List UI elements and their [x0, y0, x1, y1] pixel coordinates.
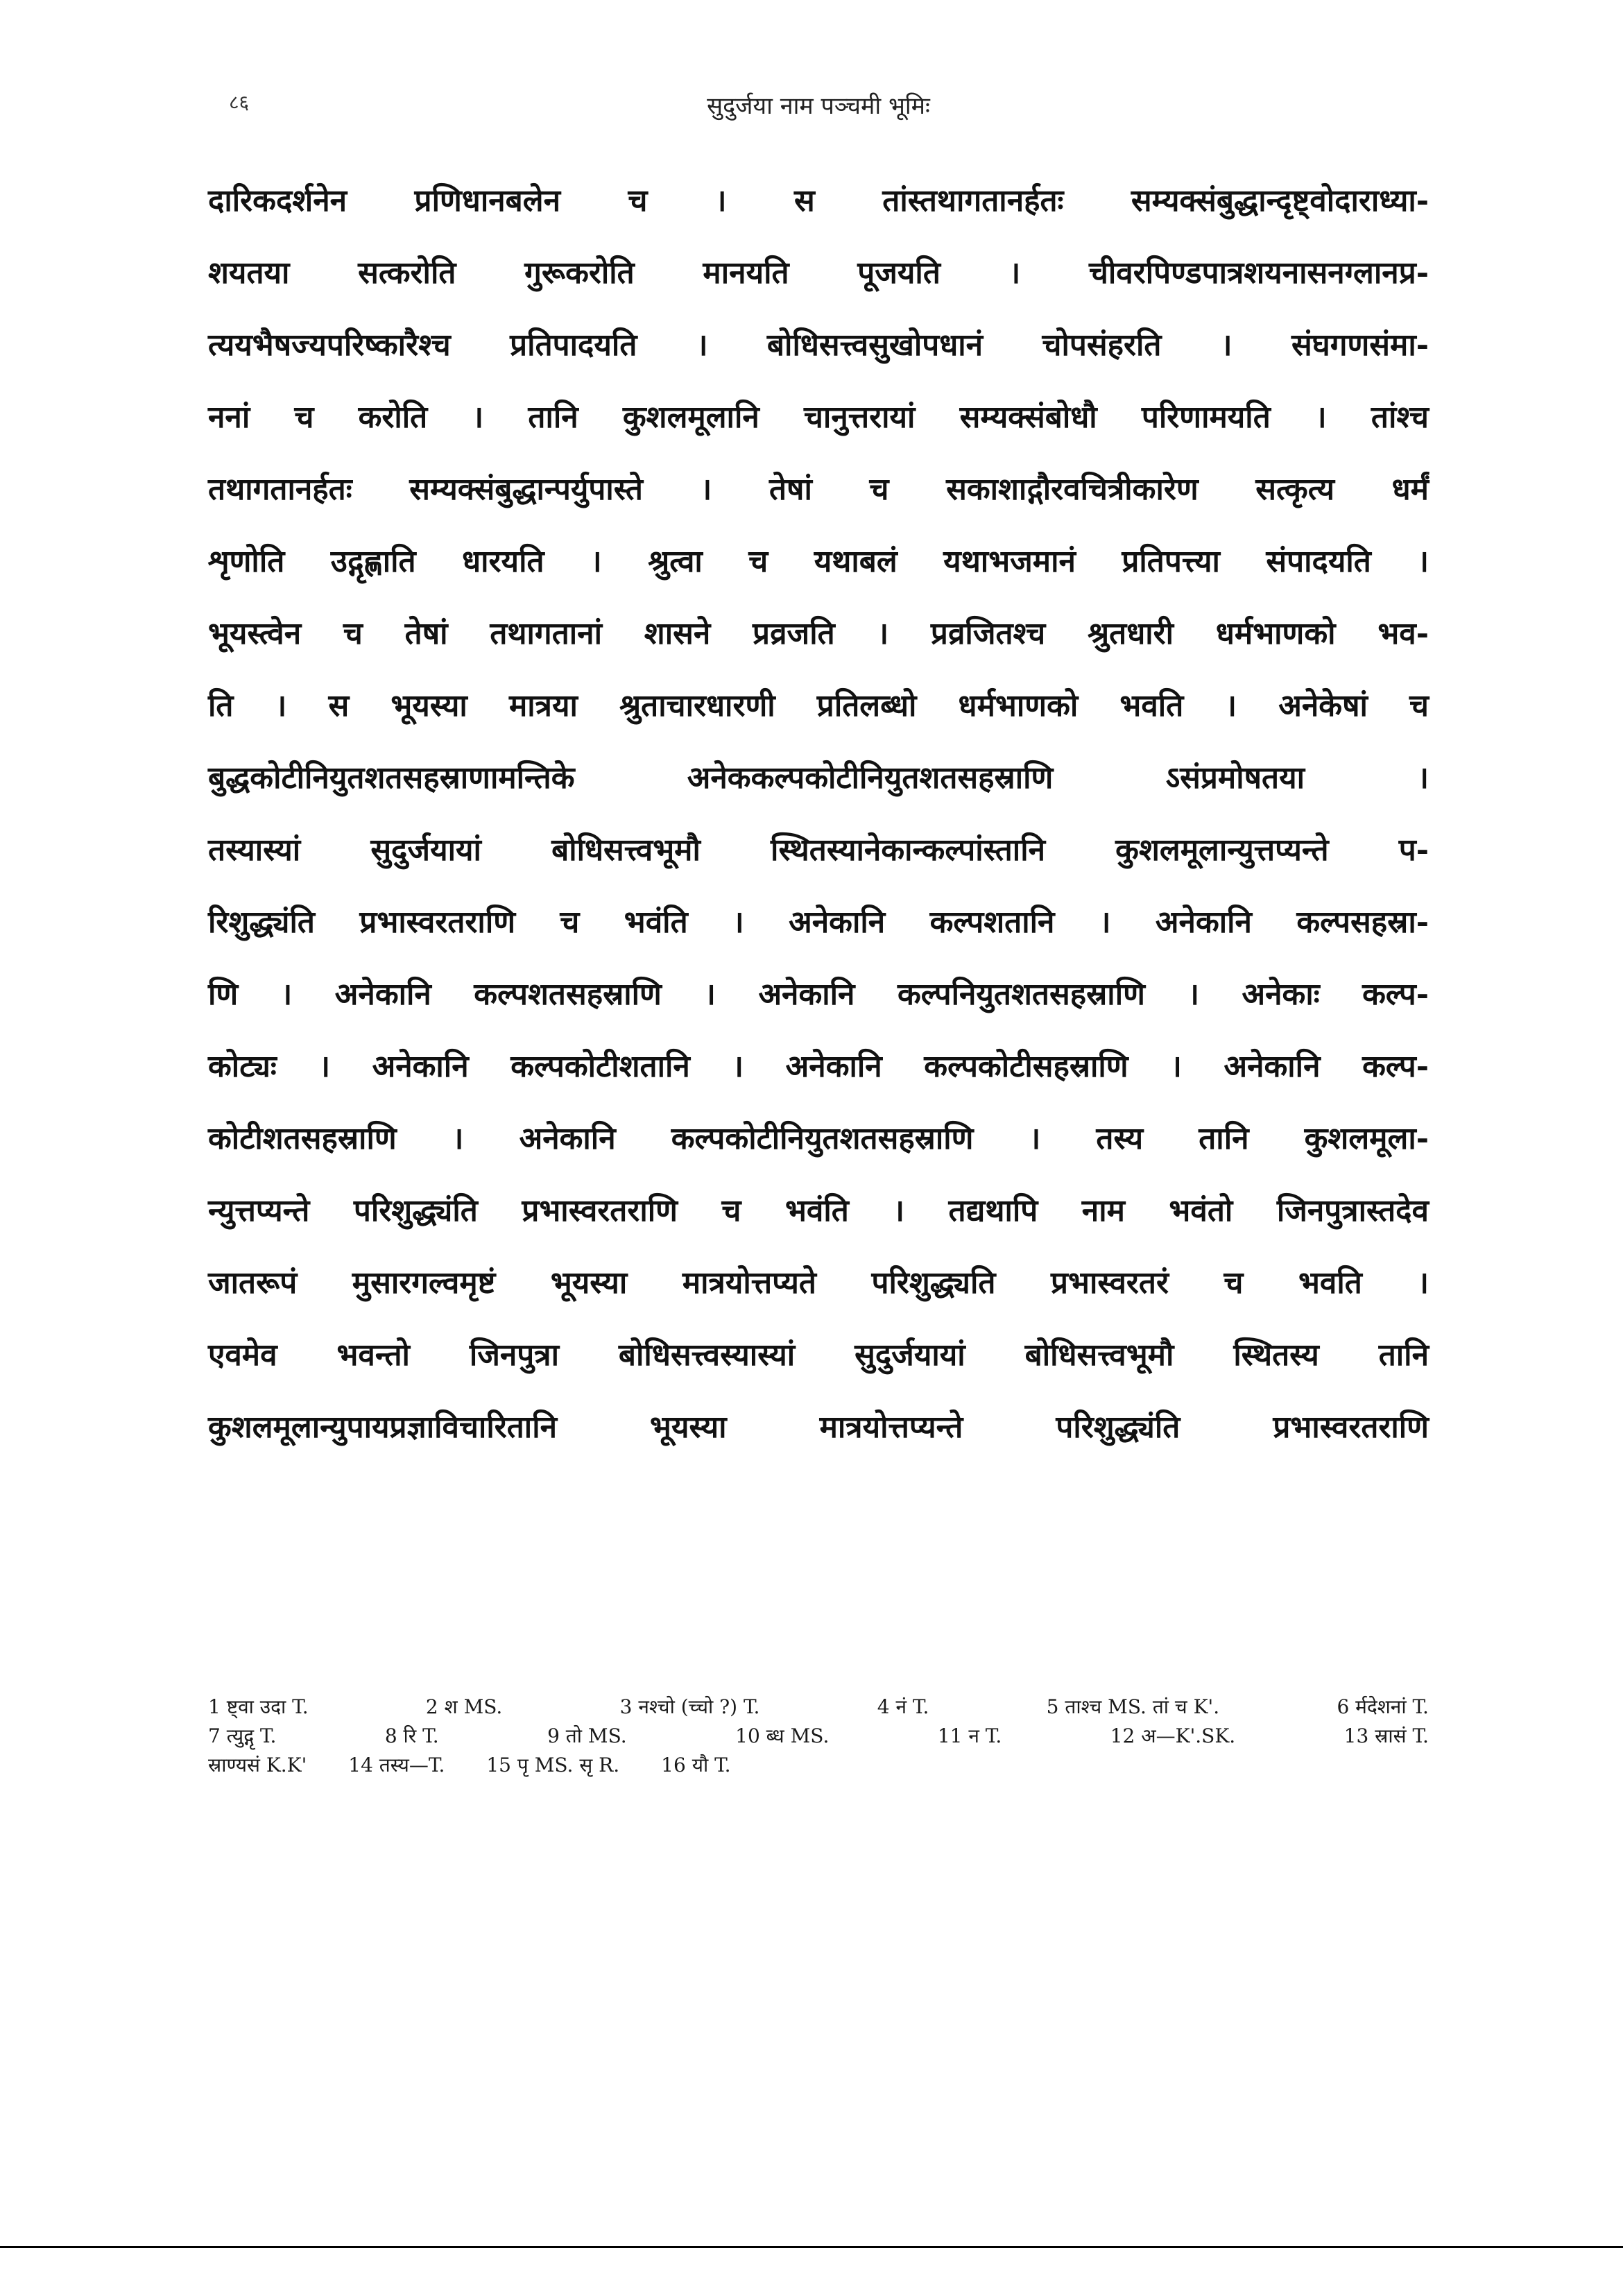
footnote: 7 त्युद्गृ T.	[208, 1724, 277, 1747]
footnote: 4 नं T.	[877, 1695, 929, 1718]
footnote-row	[208, 1722, 1429, 1751]
footnotes	[208, 1693, 1429, 1780]
footnote: 10 ब्ध MS.	[735, 1724, 830, 1747]
text-line: जातरूपं मुसारगल्वमृष्टं भूयस्या मात्रयोत्तप्यते परिशुद्ध्यति प्रभास्वरतरं च भवति ।	[208, 1265, 1429, 1301]
text-line: दारिकदर्शनेन प्रणिधानबलेन च । स तांस्तथागतानर्हतः सम्यक्संबुद्धान्दृष्ट्वोदाराध्या-	[208, 183, 1429, 219]
footnote: 11 न T.	[937, 1724, 1002, 1747]
text-line: ननां च करोति । तानि कुशलमूलानि चानुत्तरायां सम्यक्संबोधौ परिणामयति । तांश्च	[208, 400, 1429, 435]
text-line: कोटीशतसहस्राणि । अनेकानि कल्पकोटीनियुतशतसहस्राणि । तस्य तानि कुशलमूला-	[208, 1121, 1429, 1156]
text-line: कुशलमूलान्युपायप्रज्ञाविचारितानि भूयस्या मात्रयोत्तप्यन्ते परिशुद्ध्यंति प्रभास्वरतराणि	[208, 1410, 1429, 1445]
text-line: न्युत्तप्यन्ते परिशुद्ध्यंति प्रभास्वरतराणि च भवंति । तद्यथापि नाम भवंतो जिनपुत्रास्तदेव	[208, 1193, 1429, 1228]
text-line: त्ययभैषज्यपरिष्कारैश्च प्रतिपादयति । बोधिसत्त्वसुखोपधानं चोपसंहरति । संघगणसंमा-	[208, 327, 1429, 363]
footnote-row	[208, 1751, 1429, 1780]
text-line: रिशुद्ध्यंति प्रभास्वरतराणि च भवंति । अनेकानि कल्पशतानि । अनेकानि कल्पसहस्रा-	[208, 905, 1429, 940]
text-line: तथागतानर्हतः सम्यक्संबुद्धान्पर्युपास्ते । तेषां च सकाशाद्गौरवचित्रीकारेण सत्कृत्य धर्मं	[208, 472, 1429, 507]
running-title: सुदुर्जया नाम पञ्चमी भूमिः	[707, 92, 930, 120]
bottom-rule	[0, 2246, 1623, 2248]
footnote: 6 र्मदेशनां T.	[1337, 1695, 1429, 1718]
footnote: 14 तस्य—T.	[348, 1754, 445, 1776]
text-line: एवमेव भवन्तो जिनपुत्रा बोधिसत्त्वस्यास्यां सुदुर्जयायां बोधिसत्त्वभूमौ स्थितस्य तानि	[208, 1337, 1429, 1373]
footnote: 15 पृ MS. सृ R.	[486, 1754, 620, 1776]
body-text	[208, 165, 1429, 1464]
footnote-row	[208, 1693, 1429, 1722]
footnote: 9 तो MS.	[547, 1724, 627, 1747]
footnote: 16 यौ T.	[661, 1754, 731, 1776]
footnote: 5 ताश्च MS. तां च K'.	[1046, 1695, 1220, 1718]
footnote: 2 श MS.	[425, 1695, 503, 1718]
text-line: कोट्यः । अनेकानि कल्पकोटीशतानि । अनेकानि कल्पकोटीसहस्राणि । अनेकानि कल्प-	[208, 1049, 1429, 1084]
footnote: 12 अ—K'.SK.	[1110, 1724, 1236, 1747]
footnote: 8 रि T.	[384, 1724, 439, 1747]
footnote: स्राण्यसं K.K'	[208, 1754, 307, 1776]
footnote: 1 ष्ट्वा उदा T.	[208, 1695, 309, 1718]
page-header	[208, 89, 1429, 130]
page-number: ८६	[229, 91, 250, 114]
text-line: बुद्धकोटीनियुतशतसहस्राणामन्तिके अनेककल्पकोटीनियुतशतसहस्राणि ऽसंप्रमोषतया ।	[208, 760, 1429, 796]
text-line: शृणोति उद्गृह्णाति धारयति । श्रुत्वा च यथाबलं यथाभजमानं प्रतिपत्त्या संपादयति ।	[208, 544, 1429, 579]
footnote: 3 नश्चो (च्चो ?) T.	[619, 1695, 760, 1718]
text-line: ति । स भूयस्या मात्रया श्रुताचारधारणी प्रतिलब्धो धर्मभाणको भवति । अनेकेषां च	[208, 688, 1429, 723]
footnote: 13 स्रासं T.	[1343, 1724, 1429, 1747]
text-line: शयतया सत्करोति गुरूकरोति मानयति पूजयति । चीवरपिण्डपात्रशयनासनग्लानप्र-	[208, 255, 1429, 291]
text-line: णि । अनेकानि कल्पशतसहस्राणि । अनेकानि कल्पनियुतशतसहस्राणि । अनेकाः कल्प-	[208, 977, 1429, 1012]
text-line: भूयस्त्वेन च तेषां तथागतानां शासने प्रव्रजति । प्रव्रजितश्च श्रुतधारी धर्मभाणको भव-	[208, 616, 1429, 651]
text-line: तस्यास्यां सुदुर्जयायां बोधिसत्त्वभूमौ स्थितस्यानेकान्कल्पांस्तानि कुशलमूलान्युत्तप्यन्ते प-	[208, 832, 1429, 868]
